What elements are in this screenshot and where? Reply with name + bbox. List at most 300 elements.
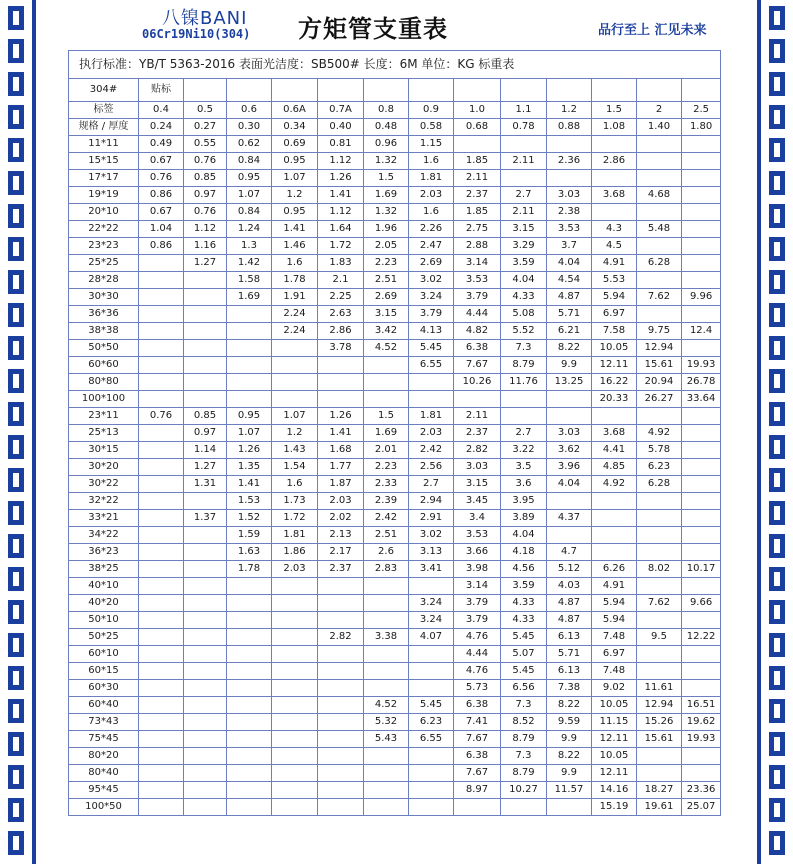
weight-cell: 1.58 — [227, 272, 272, 289]
weight-cell: 1.2 — [272, 187, 318, 204]
border-ornament-icon — [8, 567, 24, 591]
border-ornament-icon — [769, 138, 785, 162]
weight-cell: 3.79 — [454, 612, 501, 629]
weight-cell: 4.7 — [547, 544, 592, 561]
border-ornament-icon — [8, 237, 24, 261]
weight-cell: 2.23 — [364, 459, 409, 476]
weight-cell: 9.5 — [637, 629, 682, 646]
weight-cell — [184, 527, 227, 544]
weight-cell: 3.15 — [454, 476, 501, 493]
weight-cell: 4.91 — [592, 578, 637, 595]
weight-cell — [184, 765, 227, 782]
spec-cell: 60*40 — [69, 697, 139, 714]
spec-cell: 60*10 — [69, 646, 139, 663]
weight-cell: 9.9 — [547, 731, 592, 748]
weight-cell: 2.94 — [409, 493, 454, 510]
border-ornament-icon — [769, 435, 785, 459]
thickness-cell: 1.08 — [592, 119, 637, 136]
label-cell: 2 — [637, 102, 682, 119]
weight-cell: 4.04 — [547, 255, 592, 272]
table-row — [69, 289, 721, 306]
weight-cell: 8.52 — [501, 714, 547, 731]
weight-cell — [454, 799, 501, 816]
weight-cell: 2.86 — [318, 323, 364, 340]
weight-cell — [184, 306, 227, 323]
weight-cell: 2.02 — [318, 510, 364, 527]
border-ornament-icon — [8, 765, 24, 789]
weight-cell: 1.52 — [227, 510, 272, 527]
weight-cell: 3.98 — [454, 561, 501, 578]
weight-cell — [637, 238, 682, 255]
weight-cell: 2.69 — [409, 255, 454, 272]
weight-cell — [272, 782, 318, 799]
weight-cell — [272, 680, 318, 697]
border-ornament-icon — [8, 732, 24, 756]
border-ornament-icon — [8, 402, 24, 426]
weight-cell — [682, 612, 721, 629]
weight-cell: 26.78 — [682, 374, 721, 391]
weight-cell: 1.35 — [227, 459, 272, 476]
weight-cell — [318, 782, 364, 799]
table-row — [69, 680, 721, 697]
weight-cell — [409, 680, 454, 697]
weight-cell: 12.11 — [592, 731, 637, 748]
table-row — [69, 544, 721, 561]
table-row — [69, 510, 721, 527]
label-row-title: 标签 — [69, 102, 139, 119]
border-ornament-icon — [8, 798, 24, 822]
weight-cell — [227, 595, 272, 612]
table-row — [69, 646, 721, 663]
weight-cell — [682, 221, 721, 238]
weight-cell: 0.81 — [318, 136, 364, 153]
weight-cell: 7.48 — [592, 663, 637, 680]
weight-cell — [682, 408, 721, 425]
weight-cell: 3.42 — [364, 323, 409, 340]
weight-cell: 11.57 — [547, 782, 592, 799]
weight-cell: 2.11 — [501, 204, 547, 221]
weight-cell: 1.24 — [227, 221, 272, 238]
table-row — [69, 255, 721, 272]
table-row — [69, 306, 721, 323]
weight-cell: 10.05 — [592, 340, 637, 357]
table-row — [69, 527, 721, 544]
spec-cell: 50*10 — [69, 612, 139, 629]
weight-cell: 2.03 — [318, 493, 364, 510]
weight-cell: 0.67 — [139, 204, 184, 221]
border-ornament-icon — [769, 567, 785, 591]
label-cell: 1.0 — [454, 102, 501, 119]
weight-cell — [454, 136, 501, 153]
weight-cell — [682, 340, 721, 357]
weight-cell: 2.82 — [318, 629, 364, 646]
spec-cell: 19*19 — [69, 187, 139, 204]
weight-cell: 3.38 — [364, 629, 409, 646]
border-ornament-icon — [769, 402, 785, 426]
weight-cell: 11.15 — [592, 714, 637, 731]
weight-cell: 4.82 — [454, 323, 501, 340]
spec-cell: 60*60 — [69, 357, 139, 374]
weight-cell: 5.07 — [501, 646, 547, 663]
weight-cell — [227, 646, 272, 663]
weight-cell: 3.79 — [409, 306, 454, 323]
weight-cell: 1.41 — [272, 221, 318, 238]
weight-cell — [139, 272, 184, 289]
spec-cell: 60*15 — [69, 663, 139, 680]
weight-cell: 12.22 — [682, 629, 721, 646]
weight-cell — [184, 493, 227, 510]
weight-cell: 19.93 — [682, 731, 721, 748]
weight-cell — [364, 680, 409, 697]
border-ornament-icon — [769, 633, 785, 657]
border-ornament-icon — [8, 6, 24, 30]
table-row — [69, 782, 721, 799]
weight-cell: 12.11 — [592, 765, 637, 782]
weight-cell — [682, 170, 721, 187]
label-row — [69, 102, 721, 119]
border-ornament-icon — [769, 699, 785, 723]
table-row — [69, 357, 721, 374]
spec-cell: 80*20 — [69, 748, 139, 765]
weight-cell: 2.03 — [409, 187, 454, 204]
weight-cell: 1.68 — [318, 442, 364, 459]
weight-cell — [318, 765, 364, 782]
weight-cell — [139, 561, 184, 578]
weight-cell: 1.78 — [227, 561, 272, 578]
weight-cell: 2.88 — [454, 238, 501, 255]
weight-cell — [272, 612, 318, 629]
weight-cell — [637, 136, 682, 153]
weight-cell: 1.6 — [272, 476, 318, 493]
weight-cell: 3.15 — [364, 306, 409, 323]
weight-cell: 3.29 — [501, 238, 547, 255]
label-cell: 0.4 — [139, 102, 184, 119]
weight-cell — [682, 544, 721, 561]
weight-cell: 2.25 — [318, 289, 364, 306]
thickness-cell: 0.48 — [364, 119, 409, 136]
spec-cell: 40*20 — [69, 595, 139, 612]
weight-cell — [184, 391, 227, 408]
weight-cell: 0.85 — [184, 170, 227, 187]
weight-cell — [682, 255, 721, 272]
weight-cell: 3.89 — [501, 510, 547, 527]
weight-cell: 3.59 — [501, 578, 547, 595]
weight-cell: 2.11 — [454, 408, 501, 425]
weight-cell: 8.22 — [547, 340, 592, 357]
weight-cell: 15.61 — [637, 731, 682, 748]
table-row — [69, 221, 721, 238]
spec-cell: 38*38 — [69, 323, 139, 340]
weight-cell: 4.52 — [364, 697, 409, 714]
weight-cell: 9.59 — [547, 714, 592, 731]
table-row — [69, 629, 721, 646]
weight-cell — [139, 731, 184, 748]
border-ornament-icon — [769, 171, 785, 195]
weight-cell — [272, 799, 318, 816]
weight-cell — [139, 425, 184, 442]
weight-cell: 2.86 — [592, 153, 637, 170]
spec-cell: 36*23 — [69, 544, 139, 561]
weight-cell — [184, 680, 227, 697]
weight-cell — [592, 170, 637, 187]
weight-cell — [682, 527, 721, 544]
weight-cell: 4.76 — [454, 663, 501, 680]
weight-cell: 3.62 — [547, 442, 592, 459]
weight-cell: 10.26 — [454, 374, 501, 391]
weight-cell: 8.97 — [454, 782, 501, 799]
weight-cell: 5.78 — [637, 442, 682, 459]
weight-cell: 2.1 — [318, 272, 364, 289]
weight-cell: 4.33 — [501, 612, 547, 629]
weight-cell: 6.38 — [454, 340, 501, 357]
weight-cell — [184, 595, 227, 612]
weight-cell — [139, 323, 184, 340]
spec-cell: 60*30 — [69, 680, 139, 697]
weight-cell — [139, 697, 184, 714]
weight-cell: 3.13 — [409, 544, 454, 561]
weight-cell — [364, 357, 409, 374]
weight-cell — [637, 578, 682, 595]
weight-cell — [272, 357, 318, 374]
weight-cell — [637, 646, 682, 663]
border-ornament-icon — [769, 6, 785, 30]
table-row — [69, 272, 721, 289]
spec-cell: 25*25 — [69, 255, 139, 272]
weight-cell — [227, 629, 272, 646]
weight-cell — [272, 697, 318, 714]
weight-cell — [318, 748, 364, 765]
weight-cell: 0.85 — [184, 408, 227, 425]
spec-cell: 80*40 — [69, 765, 139, 782]
weight-cell — [682, 187, 721, 204]
weight-cell: 1.5 — [364, 408, 409, 425]
weight-cell: 5.94 — [592, 595, 637, 612]
weight-cell: 1.04 — [139, 221, 184, 238]
weight-cell: 4.76 — [454, 629, 501, 646]
weight-cell: 3.79 — [454, 289, 501, 306]
border-ornament-icon — [769, 732, 785, 756]
weight-cell — [184, 357, 227, 374]
weight-cell: 3.53 — [547, 221, 592, 238]
weight-cell — [227, 340, 272, 357]
weight-cell — [184, 748, 227, 765]
weight-cell — [184, 663, 227, 680]
weight-cell — [409, 799, 454, 816]
weight-cell: 6.97 — [592, 306, 637, 323]
weight-cell: 3.14 — [454, 578, 501, 595]
weight-cell: 2.37 — [318, 561, 364, 578]
sticker-header: 贴标 — [139, 79, 184, 102]
weight-cell — [227, 748, 272, 765]
weight-cell — [318, 391, 364, 408]
weight-cell: 5.48 — [637, 221, 682, 238]
weight-cell — [592, 136, 637, 153]
weight-cell — [501, 408, 547, 425]
weight-cell — [139, 663, 184, 680]
weight-cell: 8.79 — [501, 765, 547, 782]
border-ornament-icon — [8, 336, 24, 360]
weight-cell: 7.62 — [637, 595, 682, 612]
weight-cell: 2.47 — [409, 238, 454, 255]
weight-cell: 1.81 — [409, 170, 454, 187]
weight-cell: 0.76 — [184, 204, 227, 221]
weight-cell: 10.27 — [501, 782, 547, 799]
weight-cell: 1.83 — [318, 255, 364, 272]
weight-cell — [139, 578, 184, 595]
weight-cell: 1.37 — [184, 510, 227, 527]
table-row — [69, 238, 721, 255]
weight-cell: 1.96 — [364, 221, 409, 238]
weight-cell: 6.97 — [592, 646, 637, 663]
table-row — [69, 204, 721, 221]
weight-cell — [318, 714, 364, 731]
weight-cell: 2.11 — [501, 153, 547, 170]
weight-cell: 1.81 — [409, 408, 454, 425]
table-row — [69, 765, 721, 782]
weight-cell — [139, 595, 184, 612]
weight-cell: 3.24 — [409, 612, 454, 629]
weight-cell: 1.26 — [318, 170, 364, 187]
weight-cell: 12.94 — [637, 697, 682, 714]
thickness-row-title: 规格 / 厚度 — [69, 119, 139, 136]
weight-cell — [184, 714, 227, 731]
label-cell: 0.5 — [184, 102, 227, 119]
weight-cell — [184, 612, 227, 629]
label-cell: 1.5 — [592, 102, 637, 119]
weight-cell: 19.93 — [682, 357, 721, 374]
weight-cell: 2.39 — [364, 493, 409, 510]
weight-cell — [184, 578, 227, 595]
weight-cell: 2.37 — [454, 425, 501, 442]
border-ornament-icon — [8, 39, 24, 63]
weight-cell: 4.41 — [592, 442, 637, 459]
weight-cell — [637, 663, 682, 680]
weight-cell — [547, 799, 592, 816]
weight-cell — [139, 340, 184, 357]
weight-cell: 1.6 — [409, 153, 454, 170]
weight-cell: 1.59 — [227, 527, 272, 544]
weight-cell — [637, 748, 682, 765]
weight-cell: 5.71 — [547, 646, 592, 663]
table-row — [69, 340, 721, 357]
border-ornament-icon — [769, 369, 785, 393]
border-ornament-icon — [8, 105, 24, 129]
label-cell: 0.6A — [272, 102, 318, 119]
spec-cell: 75*45 — [69, 731, 139, 748]
label-cell: 0.6 — [227, 102, 272, 119]
weight-cell: 1.63 — [227, 544, 272, 561]
weight-cell — [184, 646, 227, 663]
weight-cell: 1.86 — [272, 544, 318, 561]
weight-cell: 6.23 — [637, 459, 682, 476]
weight-cell: 3.6 — [501, 476, 547, 493]
spec-cell: 30*22 — [69, 476, 139, 493]
weight-cell — [227, 714, 272, 731]
weight-cell — [227, 391, 272, 408]
weight-cell: 4.18 — [501, 544, 547, 561]
weight-cell: 3.24 — [409, 289, 454, 306]
weight-cell: 5.45 — [409, 340, 454, 357]
weight-cell: 9.9 — [547, 765, 592, 782]
weight-cell: 2.7 — [501, 425, 547, 442]
table-row — [69, 697, 721, 714]
weight-cell — [139, 374, 184, 391]
weight-cell: 5.12 — [547, 561, 592, 578]
weight-cell — [409, 765, 454, 782]
border-ornament-icon — [769, 501, 785, 525]
weight-cell — [364, 765, 409, 782]
corner-cell: 304# — [69, 79, 139, 102]
weight-cell — [184, 544, 227, 561]
weight-cell — [184, 799, 227, 816]
weight-cell: 2.23 — [364, 255, 409, 272]
weight-cell — [227, 782, 272, 799]
weight-cell — [364, 612, 409, 629]
weight-cell: 2.56 — [409, 459, 454, 476]
weight-cell — [637, 153, 682, 170]
weight-cell: 2.36 — [547, 153, 592, 170]
thickness-cell: 1.40 — [637, 119, 682, 136]
weight-cell: 1.41 — [318, 187, 364, 204]
weight-cell: 6.56 — [501, 680, 547, 697]
weight-cell — [682, 459, 721, 476]
border-ornament-icon — [8, 831, 24, 855]
weight-cell: 1.15 — [409, 136, 454, 153]
left-decorative-border — [0, 0, 36, 864]
weight-cell: 7.67 — [454, 357, 501, 374]
weight-cell: 1.85 — [454, 153, 501, 170]
weight-cell: 4.87 — [547, 612, 592, 629]
weight-cell: 3.79 — [454, 595, 501, 612]
weight-cell: 12.11 — [592, 357, 637, 374]
weight-cell: 1.27 — [184, 459, 227, 476]
weight-cell — [184, 374, 227, 391]
weight-cell: 4.5 — [592, 238, 637, 255]
weight-cell: 1.3 — [227, 238, 272, 255]
border-ornament-icon — [8, 303, 24, 327]
border-ornament-icon — [8, 600, 24, 624]
label-cell: 2.5 — [682, 102, 721, 119]
weight-cell: 1.26 — [318, 408, 364, 425]
weight-cell — [637, 544, 682, 561]
weight-cell: 0.95 — [227, 408, 272, 425]
table-row — [69, 748, 721, 765]
table-row — [69, 663, 721, 680]
weight-cell: 5.94 — [592, 612, 637, 629]
weight-cell — [592, 510, 637, 527]
weight-cell — [139, 544, 184, 561]
weight-cell — [637, 612, 682, 629]
weight-cell — [272, 340, 318, 357]
weight-cell: 6.38 — [454, 748, 501, 765]
weight-cell: 1.87 — [318, 476, 364, 493]
weight-cell: 1.6 — [272, 255, 318, 272]
weight-cell: 4.44 — [454, 646, 501, 663]
weight-cell: 3.78 — [318, 340, 364, 357]
weight-cell: 8.79 — [501, 357, 547, 374]
weight-cell: 2.24 — [272, 306, 318, 323]
border-ornament-icon — [769, 72, 785, 96]
weight-cell — [682, 510, 721, 527]
border-ornament-icon — [8, 534, 24, 558]
grade-header-row — [69, 79, 721, 102]
weight-cell: 19.61 — [637, 799, 682, 816]
border-ornament-icon — [8, 171, 24, 195]
weight-cell: 4.03 — [547, 578, 592, 595]
weight-cell — [227, 765, 272, 782]
weight-cell — [139, 510, 184, 527]
weight-cell: 4.52 — [364, 340, 409, 357]
